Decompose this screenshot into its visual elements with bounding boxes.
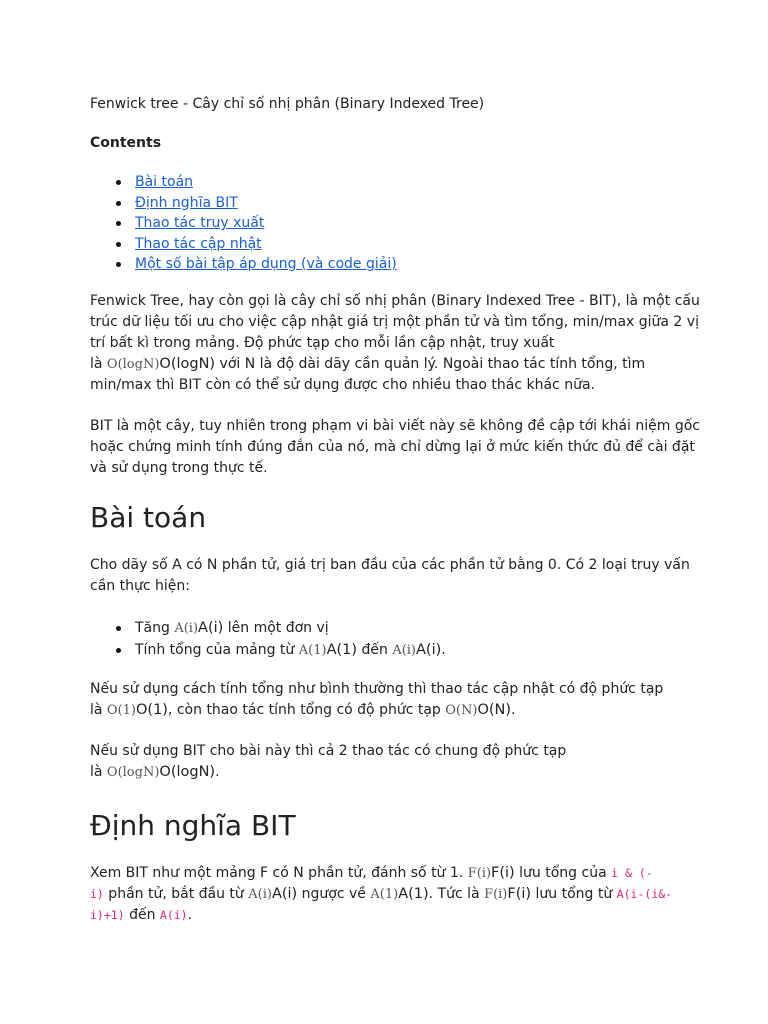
text-line xyxy=(90,905,670,926)
text-fragment: là xyxy=(90,356,107,372)
text-fragment: lưu tổng từ xyxy=(531,886,617,902)
text-fragment: là xyxy=(90,764,107,780)
text-fragment: đến xyxy=(357,642,393,658)
toc-link-dinh-nghia-bit[interactable]: Định nghĩa BIT xyxy=(135,194,238,211)
math-rendered: A(i) xyxy=(198,620,224,636)
intro-line: trí bất kì trong mảng. Độ phức tạp cho mỗi lần cập nhật, truy xuất xyxy=(90,335,555,351)
text-line: Nếu sử dụng BIT cho bài này thì cả 2 thao tác có chung độ phức tạp xyxy=(90,743,567,759)
text-fragment: ngược về xyxy=(297,886,371,902)
intro-line xyxy=(90,354,670,375)
text-line xyxy=(90,884,673,905)
toc-link-bai-toan[interactable]: Bài toán xyxy=(135,174,194,190)
text-fragment: lưu tổng của xyxy=(514,865,612,881)
text-line: Nếu sử dụng cách tính tổng như bình thường thì thao tác cập nhật có độ phức tạp xyxy=(90,681,664,697)
note-line: và sử dụng trong thực tế. xyxy=(90,460,268,476)
text-line: cần thực hiện: xyxy=(90,578,190,594)
text-fragment: Xem BIT như một mảng F có N phần tử, đánh số từ 1. xyxy=(90,865,468,881)
document-title: Fenwick tree - Cây chỉ số nhị phân (Binary Indexed Tree) xyxy=(90,96,485,112)
list-item xyxy=(90,639,446,661)
toc-item xyxy=(90,193,397,214)
toc-link-thao-tac-cap-nhat[interactable]: Thao tác cập nhật xyxy=(135,235,262,252)
math-raw: O(logN) xyxy=(106,765,160,780)
text-fragment: . Tức là xyxy=(428,886,485,902)
toc-link-thao-tac-truy-xuat[interactable]: Thao tác truy xuất xyxy=(135,215,265,231)
math-raw: O(logN) xyxy=(106,357,160,372)
math-rendered: O(logN) xyxy=(159,764,216,780)
text-fragment: . xyxy=(215,764,220,780)
text-fragment: lên một đơn vị xyxy=(223,620,329,636)
note-line: BIT là một cây, tuy nhiên trong phạm vi bài viết này sẽ không đề cập tới khái niệm gốc xyxy=(90,418,700,434)
text-fragment: Tăng xyxy=(135,620,175,636)
math-rendered: A(1) xyxy=(326,642,358,658)
toc-item xyxy=(90,213,397,234)
math-rendered: A(1) xyxy=(398,886,429,902)
complexity-paragraph xyxy=(90,679,670,721)
toc-item xyxy=(90,254,397,275)
text-fragment: với N là độ dài dãy cần quản lý. Ngoài thao tác tính tổng, tìm xyxy=(215,356,646,372)
text-fragment: phần tử, bắt đầu từ xyxy=(103,886,249,902)
inline-code: i & (- xyxy=(611,866,653,880)
math-rendered: O(1) xyxy=(136,702,168,718)
toc-item xyxy=(90,234,397,255)
definition-paragraph xyxy=(90,863,673,926)
contents-heading: Contents xyxy=(90,135,162,151)
text-line xyxy=(90,700,670,721)
inline-code: A(i-(i&- xyxy=(616,887,673,901)
math-raw: F(i) xyxy=(467,866,492,881)
bit-complexity-paragraph xyxy=(90,741,670,783)
text-line: Cho dãy số A có N phần tử, giá trị ban đầu của các phần tử bằng 0. Có 2 loại truy vấn xyxy=(90,557,690,573)
math-rendered: F(i) xyxy=(507,886,532,902)
math-raw: A(1) xyxy=(370,887,399,902)
query-list xyxy=(90,617,446,661)
math-raw: A(i) xyxy=(248,887,272,902)
math-raw: A(1) xyxy=(298,643,327,658)
section-heading-dinh-nghia-bit: Định nghĩa BIT xyxy=(90,809,296,842)
section1-paragraph xyxy=(90,555,690,597)
text-fragment: . xyxy=(441,642,446,658)
note-line: hoặc chứng minh tính đúng đắn của nó, mà chỉ dừng lại ở mức kiến thức đủ để cài đặt xyxy=(90,439,695,455)
math-rendered: A(i) xyxy=(271,886,298,902)
intro-line: Fenwick Tree, hay còn gọi là cây chỉ số nhị phân (Binary Indexed Tree - BIT), là một cấu xyxy=(90,293,700,309)
text-line xyxy=(90,762,670,783)
math-rendered: F(i) xyxy=(491,865,515,881)
table-of-contents xyxy=(90,172,397,275)
math-rendered: A(i) xyxy=(416,642,442,658)
math-raw: O(1) xyxy=(106,703,136,718)
text-fragment: . xyxy=(511,702,516,718)
text-line xyxy=(90,863,670,884)
math-raw: A(i) xyxy=(174,621,199,636)
text-fragment: là xyxy=(90,702,107,718)
section-heading-bai-toan: Bài toán xyxy=(90,501,207,534)
math-raw: F(i) xyxy=(484,887,508,902)
math-rendered: O(N) xyxy=(477,702,512,718)
text-fragment: đến xyxy=(124,907,160,923)
intro-line: min/max thì BIT còn có thể sử dụng được cho nhiều thao thác khác nữa. xyxy=(90,377,595,393)
intro-paragraph xyxy=(90,291,700,396)
inline-code: i)+1) xyxy=(90,908,125,922)
intro-line: trúc dữ liệu tối ưu cho việc cập nhật giá trị một phần tử và tìm tổng, min/max giữa 2 vị xyxy=(90,314,699,330)
math-rendered: O(logN) xyxy=(159,356,216,372)
text-fragment: . xyxy=(187,907,193,923)
toc-link-bai-tap[interactable]: Một số bài tập áp dụng (và code giải) xyxy=(135,256,397,272)
bit-note-paragraph xyxy=(90,416,700,479)
math-raw: A(i) xyxy=(392,643,417,658)
text-fragment: , còn thao tác tính tổng có độ phức tạp xyxy=(167,702,446,718)
math-raw: O(N) xyxy=(445,703,478,718)
inline-code: i) xyxy=(90,887,104,901)
text-fragment: Tính tổng của mảng từ xyxy=(135,642,299,658)
inline-code: A(i) xyxy=(159,908,188,922)
toc-item xyxy=(90,172,397,193)
list-item xyxy=(90,617,446,639)
